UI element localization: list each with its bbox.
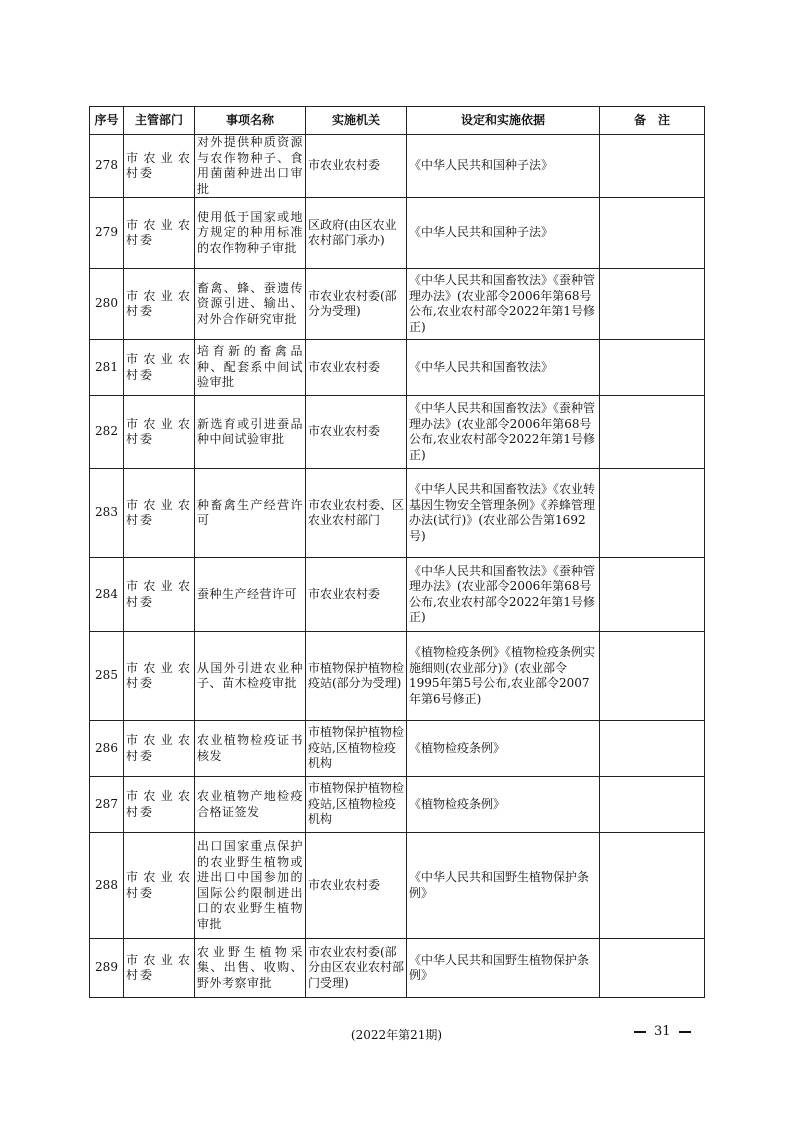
issue-label: (2022年第21期) — [350, 1028, 443, 1042]
row-number: 287 — [90, 777, 124, 833]
table-row — [90, 135, 705, 198]
row-dept: 市农业农村委 — [124, 558, 195, 632]
row-basis: 《中华人民共和国种子法》 — [407, 135, 600, 198]
row-org: 市农业农村委(部分为受理) — [306, 269, 407, 340]
row-note — [600, 198, 705, 269]
row-item: 培育新的畜禽品种、配套系中间试验审批 — [195, 340, 306, 396]
page-number — [634, 1024, 691, 1039]
row-note — [600, 396, 705, 469]
row-item: 蚕种生产经营许可 — [195, 558, 306, 632]
row-basis: 《植物检疫条例》 — [407, 777, 600, 833]
header-note: 备 注 — [600, 107, 705, 135]
header-no: 序号 — [90, 107, 124, 135]
page-number-value: 31 — [654, 1024, 671, 1039]
row-org: 市农业农村委 — [306, 833, 407, 939]
row-org: 市农业农村委、区农业农村部门 — [306, 469, 407, 558]
table-row — [90, 269, 705, 340]
header-dept: 主管部门 — [124, 107, 195, 135]
row-basis: 《中华人民共和国野生植物保护条例》 — [407, 833, 600, 939]
table-row — [90, 340, 705, 396]
row-org: 市农业农村委 — [306, 396, 407, 469]
row-note — [600, 632, 705, 721]
row-org: 区政府(由区农业农村部门承办) — [306, 198, 407, 269]
row-basis: 《中华人民共和国畜牧法》 — [407, 340, 600, 396]
table-row — [90, 721, 705, 777]
row-number: 282 — [90, 396, 124, 469]
row-basis: 《植物检疫条例》 — [407, 721, 600, 777]
row-number: 280 — [90, 269, 124, 340]
header-org: 实施机关 — [306, 107, 407, 135]
row-note — [600, 939, 705, 998]
row-dept: 市农业农村委 — [124, 833, 195, 939]
row-item: 种畜禽生产经营许可 — [195, 469, 306, 558]
header-item: 事项名称 — [195, 107, 306, 135]
row-number: 283 — [90, 469, 124, 558]
row-number: 288 — [90, 833, 124, 939]
row-dept: 市农业农村委 — [124, 469, 195, 558]
header-basis: 设定和实施依据 — [407, 107, 600, 135]
row-number: 285 — [90, 632, 124, 721]
row-item: 从国外引进农业种子、苗木检疫审批 — [195, 632, 306, 721]
dash-right — [679, 1031, 691, 1033]
table-row — [90, 632, 705, 721]
row-basis: 《中华人民共和国畜牧法》《蚕种管理办法》(农业部令2006年第68号公布,农业农村部令2022年第1号修正) — [407, 558, 600, 632]
row-item: 出口国家重点保护的农业野生植物或进出口中国参加的国际公约限制进出口的农业野生植物审批 — [195, 833, 306, 939]
row-number: 286 — [90, 721, 124, 777]
row-number: 281 — [90, 340, 124, 396]
row-note — [600, 135, 705, 198]
row-dept: 市农业农村委 — [124, 632, 195, 721]
table-row — [90, 833, 705, 939]
table-header-row — [90, 107, 705, 135]
row-note — [600, 269, 705, 340]
row-item: 新选育或引进蚕品种中间试验审批 — [195, 396, 306, 469]
table-row — [90, 198, 705, 269]
row-note — [600, 721, 705, 777]
table-row — [90, 558, 705, 632]
row-note — [600, 777, 705, 833]
row-note — [600, 833, 705, 939]
row-basis: 《中华人民共和国种子法》 — [407, 198, 600, 269]
table-row — [90, 469, 705, 558]
table-row — [90, 777, 705, 833]
row-dept: 市农业农村委 — [124, 340, 195, 396]
row-org: 市农业农村委 — [306, 135, 407, 198]
row-note — [600, 469, 705, 558]
row-item: 对外提供种质资源与农作物种子、食用菌菌种进出口审批 — [195, 135, 306, 198]
row-basis: 《中华人民共和国畜牧法》《农业转基因生物安全管理条例》《养蜂管理办法(试行)》(农业部公告第1692号) — [407, 469, 600, 558]
row-org: 市植物保护植物检疫站(部分为受理) — [306, 632, 407, 721]
row-org: 市植物保护植物检疫站,区植物检疫机构 — [306, 721, 407, 777]
row-number: 284 — [90, 558, 124, 632]
row-note — [600, 558, 705, 632]
row-item: 使用低于国家或地方规定的种用标准的农作物种子审批 — [195, 198, 306, 269]
row-dept: 市农业农村委 — [124, 198, 195, 269]
row-org: 市农业农村委 — [306, 558, 407, 632]
row-number: 278 — [90, 135, 124, 198]
row-dept: 市农业农村委 — [124, 135, 195, 198]
row-dept: 市农业农村委 — [124, 396, 195, 469]
row-basis: 《植物检疫条例》《植物检疫条例实施细则(农业部分)》(农业部令1995年第5号公布,农业部令2007年第6号修正) — [407, 632, 600, 721]
row-dept: 市农业农村委 — [124, 721, 195, 777]
row-basis: 《中华人民共和国畜牧法》《蚕种管理办法》(农业部令2006年第68号公布,农业农村部令2022年第1号修正) — [407, 269, 600, 340]
row-org: 市农业农村委 — [306, 340, 407, 396]
row-item: 畜禽、蜂、蚕遗传资源引进、输出、对外合作研究审批 — [195, 269, 306, 340]
row-basis: 《中华人民共和国畜牧法》《蚕种管理办法》(农业部令2006年第68号公布,农业农村部令2022年第1号修正) — [407, 396, 600, 469]
row-dept: 市农业农村委 — [124, 939, 195, 998]
row-number: 279 — [90, 198, 124, 269]
dash-left — [634, 1031, 646, 1033]
row-dept: 市农业农村委 — [124, 777, 195, 833]
row-basis: 《中华人民共和国野生植物保护条例》 — [407, 939, 600, 998]
row-dept: 市农业农村委 — [124, 269, 195, 340]
row-org: 市农业农村委(部分由区农业农村部门受理) — [306, 939, 407, 998]
row-note — [600, 340, 705, 396]
table-row — [90, 939, 705, 998]
row-item: 农业植物检疫证书核发 — [195, 721, 306, 777]
approval-items-table — [89, 106, 705, 998]
row-item: 农业植物产地检疫合格证签发 — [195, 777, 306, 833]
table-row — [90, 396, 705, 469]
row-org: 市植物保护植物检疫站,区植物检疫机构 — [306, 777, 407, 833]
row-number: 289 — [90, 939, 124, 998]
row-item: 农业野生植物采集、出售、收购、野外考察审批 — [195, 939, 306, 998]
